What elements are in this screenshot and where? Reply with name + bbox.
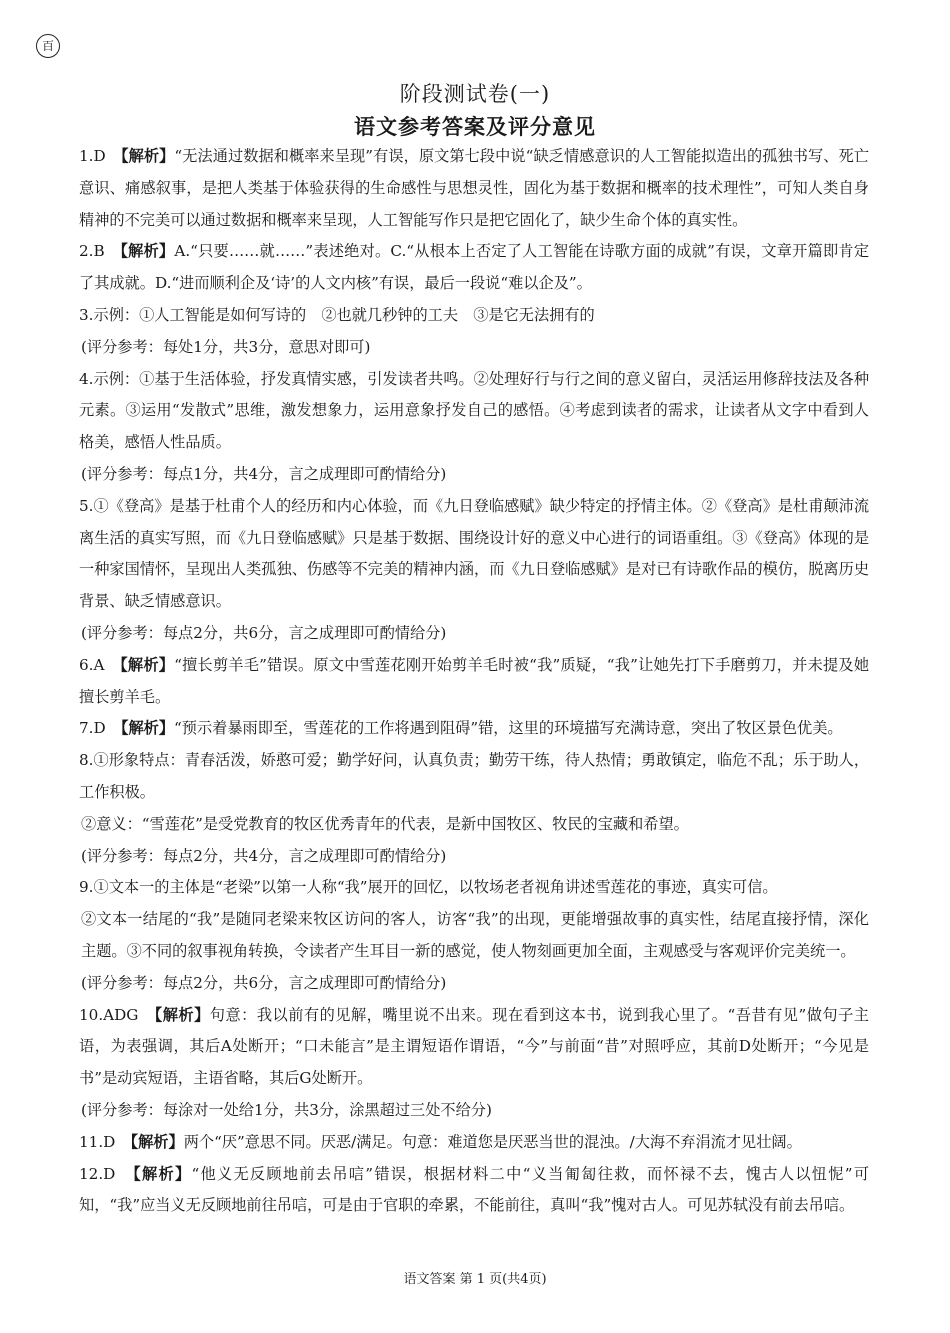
item-number: 4. (79, 369, 94, 388)
answer-list (79, 141, 869, 1222)
item-text: A.“只要……就……”表述绝对。C.“从根本上否定了人工智能在诗歌方面的成就”有误，文章开篇即肯定了其成就。D.“进而顺利企及‘诗’的人文内核”有误，最后一段说“难以企及”。 (79, 242, 870, 293)
page-subtitle: 语文参考答案及评分意见 (354, 114, 596, 139)
item-number: 1.D (79, 147, 106, 165)
scoring-note (79, 1095, 869, 1127)
item-text: (评分参考：每点2分，共4分，言之成理即可酌情给分) (81, 846, 447, 865)
item-number: 2.B (79, 242, 105, 261)
analysis-tag: 【解析】 (120, 719, 175, 738)
item-text: ①文本一的主体是“老梁”以第一人称“我”展开的回忆，以牧场老者视角讲述雪莲花的事迹，真实可信。 (93, 878, 778, 897)
scoring-note (79, 841, 869, 873)
item-text: (评分参考：每点2分，共6分，言之成理即可酌情给分) (81, 623, 447, 642)
answer-item (79, 236, 869, 300)
answer-continuation (79, 809, 869, 841)
item-text: (评分参考：每涂对一处给1分，共3分，涂黑超过三处不给分) (81, 1100, 492, 1119)
scoring-note (79, 332, 869, 364)
answer-item (79, 491, 869, 618)
analysis-tag: 【解析】 (133, 1164, 192, 1183)
scoring-note (79, 618, 869, 650)
item-text: “他义无反顾地前去吊唁”错误，根据材料二中“义当匍匐往救，而怀禄不去，愧古人以忸怩”可知，“我”应当义无反顾地前往吊唁，可是由于官职的牵累，不能前往，真叫“我”愧对古人。可见苏轼没有前去吊唁。 (79, 1164, 870, 1215)
answer-item (79, 1000, 869, 1095)
analysis-tag: 【解析】 (120, 242, 175, 261)
scoring-note (79, 459, 869, 491)
item-number: 5. (79, 496, 94, 515)
answer-item (79, 364, 869, 459)
analysis-tag: 【解析】 (130, 1132, 184, 1151)
answer-item (79, 713, 869, 745)
item-text: (评分参考：每点1分，共4分，言之成理即可酌情给分) (81, 464, 447, 483)
item-text: (评分参考：每处1分，共3分，意思对即可) (81, 337, 371, 356)
answer-item (79, 141, 869, 236)
item-number: 6.A (79, 655, 105, 674)
item-number: 12.D (79, 1164, 116, 1183)
scoring-note (79, 968, 869, 1000)
answer-item (79, 872, 869, 904)
item-text: 示例：①人工智能是如何写诗的 ②也就几秒钟的工夫 ③是它无法拥有的 (93, 305, 595, 324)
item-number: 11.D (79, 1132, 116, 1151)
item-text: ①形象特点：青春活泼，娇憨可爱；勤学好问，认真负责；勤劳干练，待人热情；勇敢镇定，临危不乱；乐于助人，工作积极。 (79, 751, 869, 801)
item-text: 句意：我以前有的见解，嘴里说不出来。现在看到这本书，说到我心里了。“吾昔有见”做句子主语，为表强调，其后A处断开；“口未能言”是主谓短语作谓语，“今”与前面“昔”对照呼应，其前D处断开；“今见是书”是动宾短语，主语省略，其后G处断开。 (79, 1005, 869, 1088)
item-number: 7.D (79, 719, 106, 738)
page-title: 阶段测试卷(一) (399, 82, 551, 106)
answer-item (79, 650, 869, 714)
item-text: “预示着暴雨即至，雪莲花的工作将遇到阻碍”错，这里的环境描写充满诗意，突出了牧区景色优美。 (174, 719, 843, 738)
item-text: ②意义：“雪莲花”是受党教育的牧区优秀青年的代表，是新中国牧区、牧民的宝藏和希望。 (81, 814, 689, 833)
answer-continuation (79, 904, 869, 968)
answer-item (79, 745, 869, 809)
item-number: 10.ADG (79, 1005, 139, 1024)
page-mark: 百 (36, 34, 60, 58)
item-number: 8. (79, 751, 94, 770)
item-text: “擅长剪羊毛”错误。原文中雪莲花刚开始剪羊毛时被“我”质疑，“我”让她先打下手磨剪刀，并未提及她擅长剪羊毛。 (79, 655, 870, 706)
item-number: 3. (79, 305, 94, 324)
answer-item (79, 300, 869, 332)
item-text: ②文本一结尾的“我”是随同老梁来牧区访问的客人，访客“我”的出现，更能增强故事的真实性，结尾直接抒情，深化主题。③不同的叙事视角转换，令读者产生耳目一新的感觉，使人物刻画更加全面，主观感受与客观评价完美统一。 (81, 910, 869, 960)
item-text: (评分参考：每点2分，共6分，言之成理即可酌情给分) (81, 973, 447, 992)
item-number: 9. (79, 878, 94, 897)
answer-item (79, 1159, 869, 1223)
item-text: ①《登高》是基于杜甫个人的经历和内心体验，而《九日登临感赋》缺少特定的抒情主体。②《登高》是杜甫颠沛流离生活的真实写照，而《九日登临感赋》只是基于数据、围绕设计好的意义中心进行的词语重组。③《登高》体现的是一种家国情怀，呈现出人类孤独、伤感等不完美的精神内涵，而《九日登临感赋》是对已有诗歌作品的模仿，脱离历史背景、缺乏情感意识。 (79, 496, 869, 611)
page-footer: 语文答案 第 1 页(共4页) (403, 1272, 547, 1287)
analysis-tag: 【解析】 (120, 655, 175, 674)
item-text: 两个“厌”意思不同。厌恶/满足。句意：难道您是厌恶当世的混浊。/大海不弃涓流才见壮阔。 (183, 1132, 802, 1151)
analysis-tag: 【解析】 (121, 147, 175, 165)
item-text: 示例：①基于生活体验，抒发真情实感，引发读者共鸣。②处理好行与行之间的意义留白，灵活运用修辞技法及各种元素。③运用“发散式”思维，激发想象力，运用意象抒发自己的感悟。④考虑到读者的需求，让读者从文字中看到人格美，感悟人性品质。 (79, 369, 869, 452)
item-text: “无法通过数据和概率来呈现”有误，原文第七段中说“缺乏情感意识的人工智能拟造出的孤独书写、死亡意识、痛感叙事，是把人类基于体验获得的生命感性与思想灵性，固化为基于数据和概率的技术理性”，可知人类自身精神的不完美可以通过数据和概率来呈现，人工智能写作只是把它固化了，缺少生命个体的真实性。 (79, 147, 870, 229)
analysis-tag: 【解析】 (154, 1005, 210, 1024)
answer-item (79, 1127, 869, 1159)
